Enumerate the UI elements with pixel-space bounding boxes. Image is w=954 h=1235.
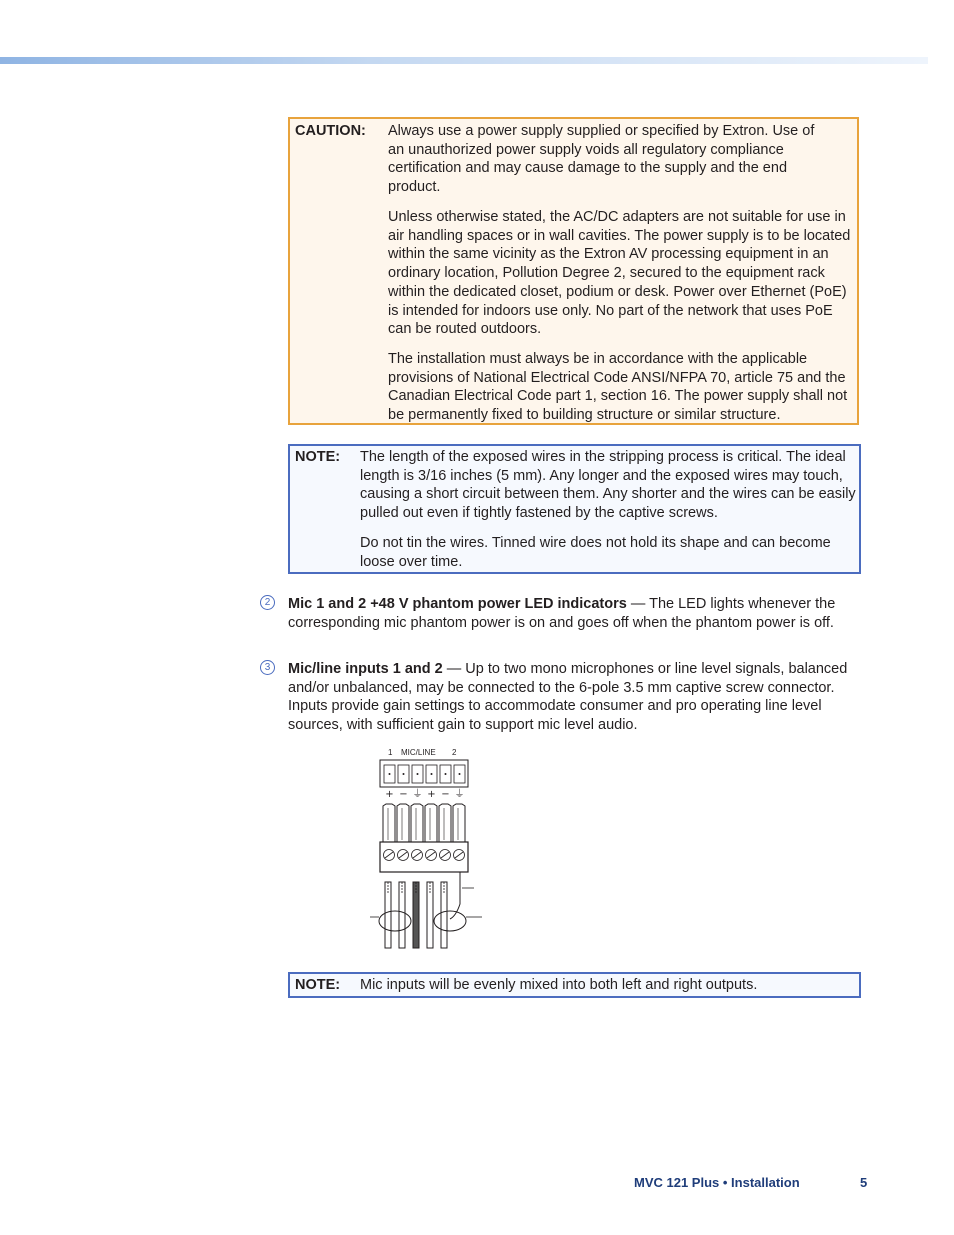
item-text: — Up to two mono microphones or line level signals, balanced and/or unbalanced, may be connected to the 6-pole 3.5 mm captive screw connector. Inputs provide gain settings to accommodate consumer and pro operating line level sources, with sufficient gain to support mic level audio. — [288, 661, 848, 734]
caution-paragraph-2: Unless otherwise stated, the AC/DC adapters are not suitable for use in air handling spaces or in wall cavities. The power supply is to be located within the same vicinity as the Extron AV processing equipment in an ordinary location, Pollution Degree 2, secured to the equipment rack within the dedicated closet, podium or desk. Power over Ethernet (PoE) is intended for indoors use only. No part of the network that uses PoE can be routed outdoors. — [388, 209, 851, 338]
caution-label: CAUTION: — [295, 123, 366, 139]
note-paragraph-1: The length of the exposed wires in the stripping process is critical. The ideal length is 3/16 inches (5 mm). Any longer and the exposed wires may touch, causing a short circuit between them. Any shorter and the wires can be easily pulled out even if tightly fastened by the captive screws. — [360, 449, 856, 522]
pin-symbol: + — [385, 789, 394, 800]
cable-bundle-2 — [434, 911, 466, 931]
footer-title: MVC 121 Plus • Installation — [634, 1175, 800, 1190]
note-label: NOTE: — [295, 449, 341, 465]
wires — [385, 872, 460, 948]
pin-symbol: ⏚ — [454, 789, 465, 800]
item-title: Mic 1 and 2 +48 V phantom power LED indicators — [288, 596, 627, 612]
pin-symbol: ⏚ — [412, 789, 423, 800]
item-text: — The LED lights whenever the corresponding mic phantom power is on and goes off when the phantom power is off. — [288, 596, 836, 631]
connector-label-1: 1 — [388, 748, 393, 757]
plug-fingers — [383, 804, 465, 842]
note-text: Mic inputs will be evenly mixed into both left and right outputs. — [360, 977, 758, 993]
note-paragraph-2: Do not tin the wires. Tinned wire does not hold its shape and can become loose over time. — [360, 535, 831, 570]
item-title: Mic/line inputs 1 and 2 — [288, 661, 443, 677]
note-label: NOTE: — [295, 977, 341, 993]
captive-screw-connector-diagram — [370, 744, 490, 954]
item-mic-line-inputs — [288, 660, 864, 735]
pin-symbol: − — [399, 789, 408, 800]
page-number: 5 — [860, 1175, 868, 1190]
connector-label-mic-line: MIC/LINE — [401, 748, 436, 757]
item-number-2-icon: 2 — [260, 595, 275, 610]
cable-bundle-1 — [379, 911, 411, 931]
connector-label-2: 2 — [452, 748, 457, 757]
caution-paragraph-1: Always use a power supply supplied or specified by Extron. Use of an unauthorized power supply voids all regulatory compliance certification and may cause damage to the supply and the end product. — [388, 123, 815, 196]
header-gradient-bar — [0, 57, 928, 64]
item-number-3-icon: 3 — [260, 660, 275, 675]
pin-symbol: + — [427, 789, 436, 800]
caution-paragraph-3: The installation must always be in accordance with the applicable provisions of National Electrical Code ANSI/NFPA 70, article 75 and the Canadian Electrical Code part 1, section 16. The power supply shall not be permanently fixed to building structure or similar structure. — [388, 351, 848, 424]
item-mic-phantom-led — [288, 595, 864, 632]
pin-symbol: − — [441, 789, 450, 800]
